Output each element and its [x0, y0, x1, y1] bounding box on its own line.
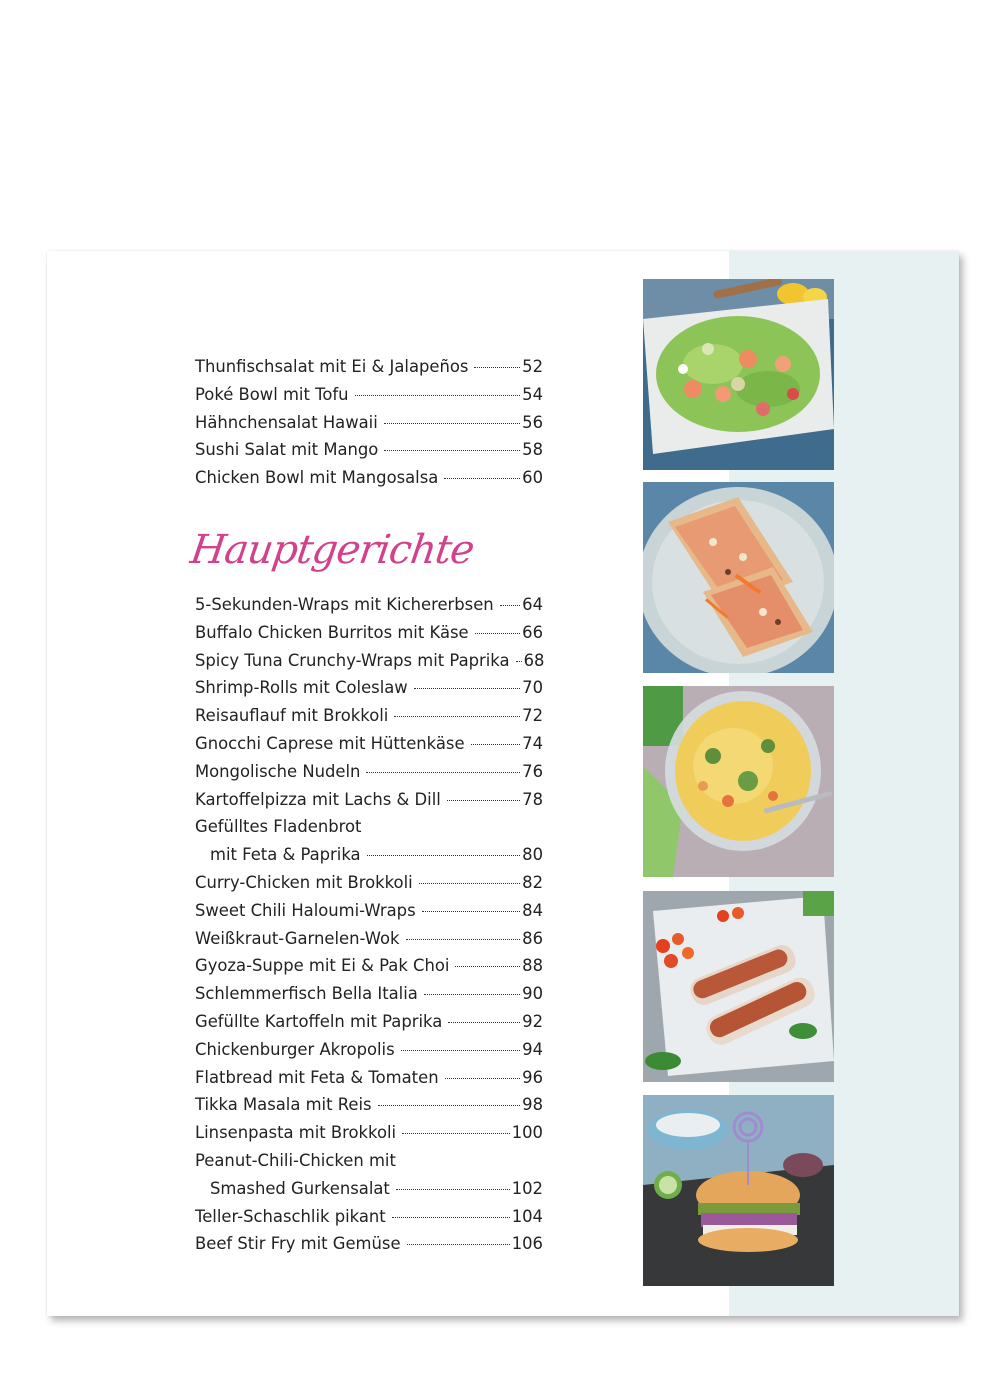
toc-entry-title: Sushi Salat mit Mango [195, 440, 379, 460]
dot-leader [394, 716, 520, 717]
toc-salad-list [195, 353, 543, 492]
toc-entry [195, 674, 543, 702]
toc-entry-title: Mongolische Nudeln [195, 761, 361, 781]
toc-entry-title: Teller-Schaschlik pikant [195, 1206, 386, 1226]
toc-entry-title: Peanut-Chili-Chicken mit [195, 1150, 396, 1170]
shrimp-avocado-salad-photo [643, 279, 834, 470]
toc-page-number: 96 [522, 1067, 543, 1087]
toc-page-number: 60 [522, 468, 543, 488]
toc-entry [195, 730, 543, 758]
toc-page-number: 102 [511, 1178, 543, 1198]
dot-leader [500, 605, 520, 606]
toc-entry-title: Gyoza-Suppe mit Ei & Pak Choi [195, 956, 450, 976]
dot-leader [516, 661, 522, 662]
dot-leader [384, 450, 520, 451]
toc-entry [195, 381, 543, 409]
toc-page-number: 74 [522, 733, 543, 753]
toc-entry-title-continued: Smashed Gurkensalat [210, 1178, 390, 1198]
dot-leader [414, 688, 520, 689]
toc-entry-title: Reisauflauf mit Brokkoli [195, 706, 389, 726]
toc-page-number: 98 [522, 1095, 543, 1115]
toc-page-number: 52 [522, 357, 543, 376]
toc-entry-title: Gefüllte Kartoffeln mit Paprika [195, 1011, 443, 1031]
toc-entry [195, 464, 543, 492]
chickenburger-photo [643, 1095, 834, 1286]
toc-page-number: 88 [522, 956, 543, 976]
toc-entry-title: Sweet Chili Haloumi-Wraps [195, 900, 416, 920]
toc-entry [195, 841, 543, 869]
toc-entry-title: Spicy Tuna Crunchy-Wraps mit Paprika [195, 650, 510, 670]
toc-entry-title: Beef Stir Fry mit Gemüse [195, 1234, 401, 1254]
dot-leader [455, 966, 520, 967]
toc-entry [195, 1175, 543, 1203]
toc-entry [195, 647, 543, 675]
toc-entry [195, 758, 543, 786]
dot-leader [474, 367, 520, 368]
toc-entry-title: Poké Bowl mit Tofu [195, 384, 349, 404]
toc-entry [195, 702, 543, 730]
dot-leader [378, 1105, 521, 1106]
toc-entry [195, 1064, 543, 1092]
toc-page-number: 90 [522, 984, 543, 1004]
dot-leader [396, 1189, 510, 1190]
toc-page-number: 68 [523, 650, 545, 670]
toc-entry-title: Shrimp-Rolls mit Coleslaw [195, 678, 408, 698]
dot-leader [444, 478, 520, 479]
toc-entry-title: Weißkraut-Garnelen-Wok [195, 928, 400, 948]
toc-entry-title: Tikka Masala mit Reis [195, 1095, 372, 1115]
toc-entry [195, 353, 543, 381]
stuffed-flatbread-photo [643, 482, 834, 673]
toc-page-number: 82 [522, 872, 543, 892]
toc-entry-title: Schlemmerfisch Bella Italia [195, 984, 418, 1004]
toc-page-number: 76 [522, 761, 543, 781]
toc-entry [195, 1230, 543, 1258]
toc-entry [195, 436, 543, 464]
toc-entry [195, 619, 543, 647]
dot-leader [475, 633, 521, 634]
dot-leader [366, 772, 520, 773]
toc-entry [195, 980, 543, 1008]
toc-entry-title: Chicken Bowl mit Mangosalsa [195, 468, 439, 488]
dot-leader [392, 1217, 510, 1218]
toc-entry-title: Buffalo Chicken Burritos mit Käse [195, 622, 469, 642]
toc-entry [195, 1203, 543, 1231]
toc-entry [195, 925, 543, 953]
toc-page-number: 86 [522, 928, 543, 948]
toc-page-number: 54 [522, 384, 543, 404]
toc-entry [195, 409, 543, 437]
dot-leader [445, 1078, 521, 1079]
toc-entry-title: Kartoffelpizza mit Lachs & Dill [195, 789, 441, 809]
dot-leader [367, 855, 521, 856]
toc-entry [195, 952, 543, 980]
toc-entry [195, 591, 543, 619]
toc-entry-title: Chickenburger Akropolis [195, 1039, 395, 1059]
dot-leader [447, 800, 520, 801]
toc-entry-title: Gefülltes Fladenbrot [195, 817, 362, 837]
dot-leader [471, 744, 521, 745]
toc-page-number: 92 [522, 1011, 543, 1031]
dot-leader [448, 1022, 520, 1023]
toc-page-number: 58 [522, 440, 543, 460]
toc-page-number: 94 [522, 1039, 543, 1059]
toc-page-number: 104 [511, 1206, 543, 1226]
rice-broccoli-casserole-photo [643, 686, 834, 877]
toc-entry [195, 1091, 543, 1119]
toc-page-number: 100 [511, 1123, 543, 1143]
dot-leader [402, 1133, 510, 1134]
toc-entry [195, 869, 543, 897]
toc-page-number: 72 [522, 706, 543, 726]
dot-leader [401, 1050, 520, 1051]
toc-entry [195, 897, 543, 925]
book-page [47, 251, 959, 1316]
toc-entry-title: Linsenpasta mit Brokkoli [195, 1123, 397, 1143]
dot-leader [406, 939, 521, 940]
toc-entry [195, 1008, 543, 1036]
toc-page-number: 70 [522, 678, 543, 698]
toc-entry-line [195, 1147, 543, 1175]
toc-entry [195, 786, 543, 814]
toc-entry-title: 5-Sekunden-Wraps mit Kichererbsen [195, 595, 494, 614]
section-heading: Hauptgerichte [187, 527, 477, 573]
toc-page-number: 84 [522, 900, 543, 920]
toc-entry-title: Curry-Chicken mit Brokkoli [195, 872, 413, 892]
toc-entry-title: Hähnchensalat Hawaii [195, 412, 378, 432]
toc-page-number: 78 [522, 789, 543, 809]
toc-entry [195, 1036, 543, 1064]
fish-fillets-tomatoes-photo [643, 891, 834, 1082]
toc-entry-title: Gnocchi Caprese mit Hüttenkäse [195, 733, 465, 753]
dot-leader [355, 395, 521, 396]
toc-page-number: 80 [522, 845, 543, 865]
toc-page-number: 106 [511, 1234, 543, 1254]
toc-entry-title-continued: mit Feta & Paprika [210, 845, 361, 865]
dot-leader [424, 994, 520, 995]
toc-entry [195, 1119, 543, 1147]
toc-page-number: 56 [522, 412, 543, 432]
dot-leader [384, 423, 520, 424]
toc-entry-line [195, 813, 543, 841]
dot-leader [407, 1244, 510, 1245]
toc-page-number: 64 [522, 595, 543, 614]
dot-leader [419, 883, 520, 884]
toc-page-number: 66 [522, 622, 543, 642]
toc-entry-title: Thunfischsalat mit Ei & Jalapeños [195, 357, 469, 376]
dot-leader [422, 911, 521, 912]
toc-entry-title: Flatbread mit Feta & Tomaten [195, 1067, 439, 1087]
toc-main-list [195, 591, 543, 1258]
